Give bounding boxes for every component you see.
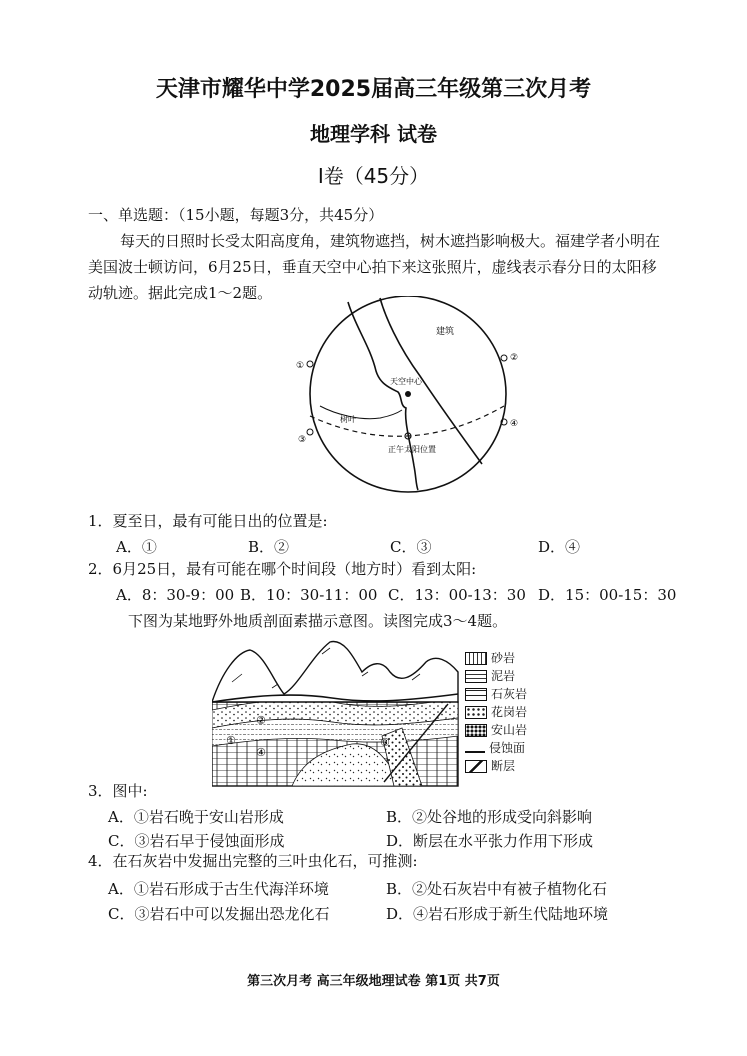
volume-title: I卷（45分）	[317, 164, 430, 188]
q2-stem: 2．6月25日，最有可能在哪个时间段（地方时）看到太阳:	[88, 560, 477, 578]
subject-title: 地理学科 试卷	[310, 122, 437, 146]
q4-option-c[interactable]: C．③岩石中可以发掘出恐龙化石	[108, 905, 330, 923]
q2-option-b[interactable]: B．10：30-11：00	[240, 586, 378, 604]
q3-option-d[interactable]: D．断层在水平张力作用下形成	[386, 832, 594, 850]
geology-figure	[212, 632, 462, 788]
legend-swatch-granite	[465, 706, 487, 719]
q3-option-a[interactable]: A．①岩石晚于安山岩形成	[108, 808, 284, 826]
q4-option-d[interactable]: D．④岩石形成于新生代陆地环境	[386, 905, 609, 923]
section-heading: 一、单选题：（15小题，每题3分，共45分）	[88, 206, 384, 224]
legend-swatch-fault	[465, 760, 487, 773]
label-p1: ①	[296, 361, 305, 371]
marker-3: ③	[380, 736, 390, 749]
mountain-surface	[212, 641, 458, 702]
marker-4: ④	[256, 746, 266, 759]
q1-option-a[interactable]: A．①	[116, 538, 157, 556]
legend-erosion: 侵蚀面	[465, 740, 525, 757]
legend-andesite: 安山岩	[465, 722, 527, 739]
zenith-dot	[405, 391, 411, 397]
q1-option-d[interactable]: D．④	[538, 538, 581, 556]
point-2	[501, 355, 507, 361]
legend-granite: 花岗岩	[465, 704, 527, 721]
marker-1: ①	[226, 734, 236, 747]
q1-option-b[interactable]: B．②	[248, 538, 290, 556]
label-p3: ③	[298, 435, 307, 445]
marker-2: ②	[256, 714, 266, 727]
point-1	[307, 361, 313, 367]
tree-leaves-edge	[320, 406, 402, 419]
q2-option-d[interactable]: D．15：00-15：30	[538, 586, 677, 604]
intro-line-1: 每天的日照时长受太阳高度角，建筑物遮挡，树木遮挡影响极大。福建学者小明在	[120, 232, 661, 250]
label-p2: ②	[510, 353, 519, 363]
legend-mudstone: 泥岩	[465, 668, 515, 685]
legend-swatch-sandstone	[465, 652, 487, 665]
page-footer: 第三次月考 高三年级地理试卷 第1页 共7页	[247, 974, 500, 989]
point-3	[307, 429, 313, 435]
q1-stem: 1．夏至日，最有可能日出的位置是:	[88, 512, 328, 530]
q4-stem: 4．在石灰岩中发掘出完整的三叶虫化石，可推测:	[88, 852, 418, 870]
label-noon: 正午太阳位置	[388, 445, 436, 454]
q3-option-b[interactable]: B．②处谷地的形成受向斜影响	[386, 808, 593, 826]
legend-swatch-mudstone	[465, 670, 487, 683]
sky-figure	[290, 296, 530, 496]
legend-swatch-erosion	[465, 745, 485, 753]
label-building: 建筑	[436, 327, 455, 337]
q3-option-c[interactable]: C．③岩石早于侵蚀面形成	[108, 832, 285, 850]
q2-option-c[interactable]: C．13：00-13：30	[388, 586, 526, 604]
legend-swatch-andesite	[465, 724, 487, 737]
legend-swatch-limestone	[465, 688, 487, 701]
q4-option-a[interactable]: A．①岩石形成于古生代海洋环境	[108, 880, 329, 898]
q2-option-a[interactable]: A．8：30-9：00	[116, 586, 235, 604]
q4-option-b[interactable]: B．②处石灰岩中有被子植物化石	[386, 880, 608, 898]
exam-title: 天津市耀华中学2025届高三年级第三次月考	[155, 77, 592, 102]
intro-line-3: 动轨迹。据此完成1～2题。	[88, 284, 273, 302]
q3-stem: 3．图中:	[88, 782, 148, 800]
geo-intro: 下图为某地野外地质剖面素描示意图。读图完成3～4题。	[128, 612, 508, 630]
q1-option-c[interactable]: C．③	[390, 538, 432, 556]
label-tree: 树叶	[340, 415, 356, 424]
legend-limestone: 石灰岩	[465, 686, 527, 703]
legend-sandstone: 砂岩	[465, 650, 515, 667]
label-zenith: 天空中心	[390, 377, 422, 386]
intro-line-2: 美国波士顿访问，6月25日，垂直天空中心拍下来这张照片，虚线表示春分日的太阳移	[88, 258, 657, 276]
label-p4: ④	[510, 419, 519, 429]
legend-fault: 断层	[465, 758, 515, 775]
